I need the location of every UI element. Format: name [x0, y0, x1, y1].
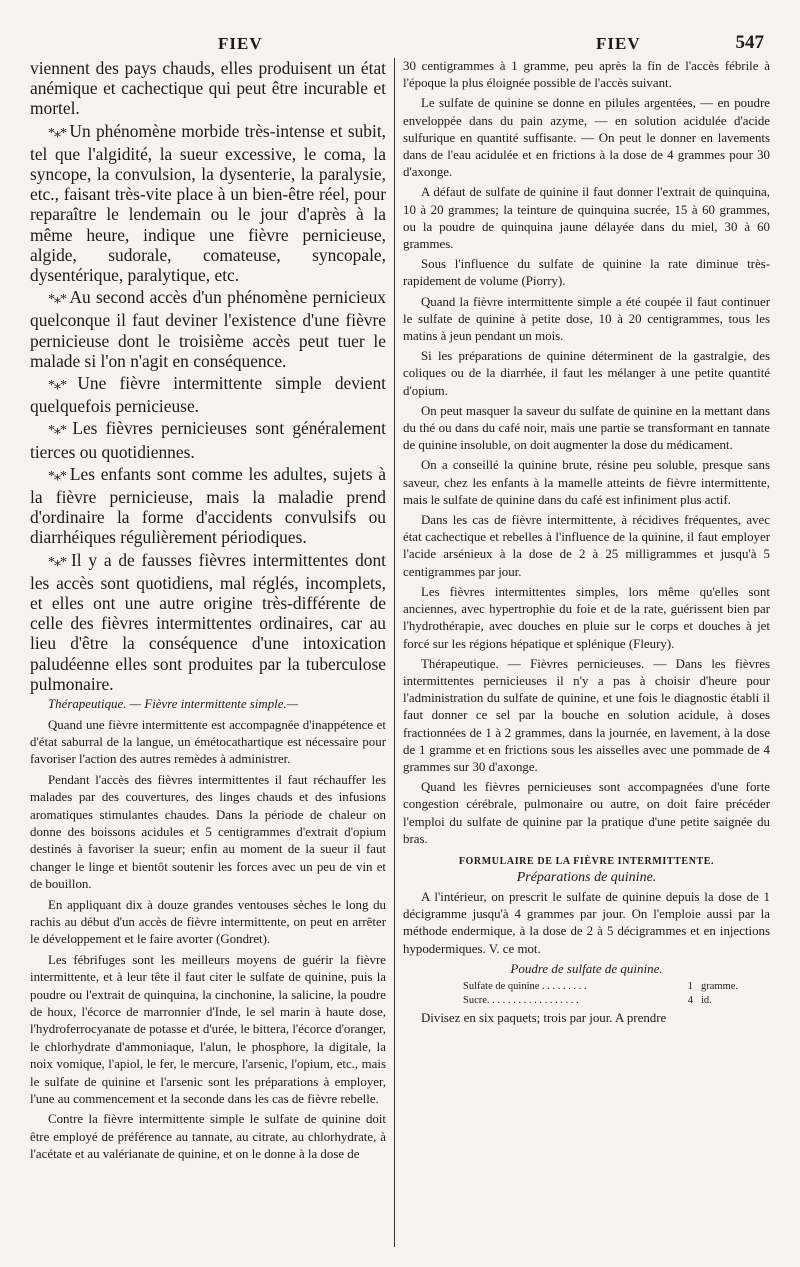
right-paragraphs	[403, 58, 770, 848]
column-divider	[394, 58, 395, 1247]
paragraph	[30, 287, 386, 371]
paragraph-text: Les fièvres pernicieuses sont généralement tierces ou quotidiennes.	[30, 418, 386, 462]
right-column	[403, 58, 770, 1247]
paragraph	[30, 58, 386, 119]
paragraph: Dans les cas de fièvre intermittente, à récidives fréquentes, avec état cachectique et rebelles à l'influence de la quinine, il faut employer l'acide arsénieux à la dose de 2 à 25 milligrammes et jusqu'à 5 centigrammes par jour.	[403, 513, 770, 579]
formula-name: Sucre. . . . . . . . . . . . . . . . . .	[463, 994, 579, 1006]
page-number: 547	[735, 32, 764, 53]
formula-table	[463, 980, 770, 1008]
paragraph: En appliquant dix à douze grandes ventouses sèches le long du rachis au début d'un accès de fièvre intermittente, on peut en arrêter le développement et le faire avorter (Gondret).	[30, 897, 386, 947]
paragraph-text: Les enfants sont comme les adultes, sujets à la fièvre pernicieuse, mais la maladie prend d'ordinaire la forme d'accidents convulsifs ou diarrhéiques régulièrement périodiques.	[30, 463, 386, 548]
last-line: Divisez en six paquets; trois par jour. A prendre	[421, 1010, 667, 1025]
preparations-title: Préparations de quinine.	[516, 869, 657, 885]
asterism-mark: *⁎*	[48, 378, 78, 394]
paragraph-text: Au second accès d'un phénomène pernicieux quelconque il faut deviner l'existence d'une fièvre pernicieuse dont le troisième accès peut tuer le malade si l'on n'agit en conséquence.	[30, 287, 386, 371]
paragraph-text: Une fièvre intermittente simple devient quelquefois pernicieuse.	[30, 373, 386, 417]
formula-row	[463, 994, 770, 1008]
asterism-mark: *⁎*	[48, 125, 70, 141]
formula-name: Sulfate de quinine . . . . . . . . .	[463, 980, 587, 992]
therapeutics-heading	[30, 696, 386, 713]
paragraph: Quand une fièvre intermittente est accompagnée d'inappétence et d'état saburral de la langue, un émétocathartique est nécessaire pour favoriser l'action des autres remèdes à administrer.	[30, 717, 386, 767]
paragraph	[30, 373, 386, 416]
paragraph: 30 centigrammes à 1 gramme, peu après la fin de l'accès fébrile à l'époque la plus éloignée possible de l'accès suivant.	[403, 59, 770, 91]
text-columns	[30, 58, 770, 1247]
formula-qty: 4	[687, 994, 693, 1006]
asterism-mark: *⁎*	[48, 423, 73, 439]
paragraph: A défaut de sulfate de quinine il faut donner l'extrait de quinquina, 10 à 20 grammes; la teinture de quinquina sucrée, 15 à 60 grammes, ou la poudre de quinquina jaune délayée dans du miel, 30 à 60 grammes.	[403, 185, 770, 252]
left-column	[30, 58, 386, 1247]
formula-qty: 1	[687, 980, 693, 992]
large-type-section	[30, 58, 386, 694]
paragraph: Quand la fièvre intermittente simple a été coupée il faut continuer le sulfate de quinine à petite dose, 10 à 20 centigrammes, tous les matins à jeun pendant un mois.	[403, 294, 770, 344]
paragraph: Quand les fièvres pernicieuses sont accompagnées d'une forte congestion cérébrale, pulmonaire ou autre, on doit faire précéder l'emploi du sulfate de quinine par la pratique d'une petite saignée du bras.	[403, 780, 770, 846]
paragraph-text: Il y a de fausses fièvres intermittentes dont les accès sont quotidiens, mal réglés, incomplets, et elles ont une autre origine très-différente de celle des fièvres intermittentes ordinaires, car au lieu d'être la conséquence d'une intoxication paludéenne elles sont produites par la tuberculose pulmonaire.	[30, 549, 386, 694]
paragraph	[30, 550, 386, 694]
asterism-mark: *⁎*	[48, 468, 70, 484]
paragraph: Le sulfate de quinine se donne en pilules argentées, — en poudre enveloppée dans du pain azyme, — en solution acidulée d'acide sulfurique en quantité suffisante. — On peut le donner en lavements dans de l'eau acidulée et en frictions à la dose de 4 grammes pour 30 d'axonge.	[403, 96, 770, 180]
paragraph-text: Un phénomène morbide très-intense et subit, tel que l'algidité, la sueur excessive, le coma, la syncope, la convulsion, la dysenterie, la paralysie, etc., faisant très-vite place à un bien-être réel, pour reparaître le lendemain ou le jour d'après à la même heure, indique une fièvre pernicieuse, algide, sudorale, comateuse, syncopale, dysentérique, paralytique, etc.	[30, 120, 386, 286]
formula-unit: gramme.	[701, 980, 739, 992]
running-head-left: FIEV	[218, 34, 263, 53]
paragraph: Les fièvres intermittentes simples, lors même qu'elles sont anciennes, avec hypertrophie du foie et de la rate, guérissent bien par l'hydrothérapie, avec douches en pluie sur le corps et douches à jet forcé sur les régions hépatique et splénique (Fleury).	[403, 584, 770, 651]
paragraph	[30, 464, 386, 548]
paragraph: Thérapeutique. — Fièvres pernicieuses. — Dans les fièvres intermittentes pernicieuses il n'y a pas à choisir d'heure pour l'administration du sulfate de quinine, et une fois le diagnostic établi il faut donner ce sel par la bouche en solution acidule, à doses fractionnées de 1 à 2 grammes, dans la journée, en lavement, à la dose de 1 gramme et en frictions sous les aisselles avec une pommade de 4 grammes sur 30 d'axonge.	[403, 656, 770, 774]
formula-title: Poudre de sulfate de quinine.	[510, 960, 663, 976]
formula-unit: id.	[701, 994, 712, 1006]
small-type-section	[30, 696, 386, 1164]
paragraph: On a conseillé la quinine brute, résine peu soluble, presque sans saveur, chez les enfants à la mamelle atteints de fièvre intermittente, mais le sulfate de quinine dans du café est infiniment plus actif.	[403, 458, 770, 507]
running-head-right: FIEV	[596, 34, 641, 53]
paragraph	[30, 418, 386, 461]
paragraph: Contre la fièvre intermittente simple le sulfate de quinine doit être employé de préférence au tannate, au citrate, au chlorhydrate, à l'acétate et au valérianate de quinine, et on le donne à la dose de	[30, 1112, 386, 1162]
therapeutics-label: Thérapeutique. — Fièvre intermittente simple.—	[48, 697, 299, 712]
paragraph: On peut masquer la saveur du sulfate de quinine en la mettant dans du thé ou dans du café noir, mais une partie se transformant en tannate de quinine insoluble, on doit augmenter la dose du médicament.	[403, 403, 770, 453]
paragraph: Sous l'influence du sulfate de quinine la rate diminue très-rapidement de volume (Piorry).	[403, 257, 770, 289]
asterism-mark: *⁎*	[48, 554, 71, 570]
asterism-mark: *⁎*	[48, 292, 70, 308]
paragraph: Pendant l'accès des fièvres intermittentes il faut réchauffer les malades par des couvertures, des linges chauds et des infusions aromatiques stimulantes chaudes. Dans la période de chaleur on donne des boissons acidules et 5 centigrammes d'extrait d'opium destinés à favoriser la sueur; enfin au moment de la sueur il faut changer le linge et bientôt soutenir les forces avec un peu de vin et de bouillon.	[30, 772, 386, 892]
paragraph: Les fébrifuges sont les meilleurs moyens de guérir la fièvre intermittente, et à leur tête il faut citer le sulfate de quinine, puis la poudre ou l'extrait de quinquina, la cinchonine, la salicine, la poudre de houx, l'écorce de marronnier d'Inde, le sel marin à haute dose, l'hydroferrocyanate de potasse et d'urée, le bittera, l'écorce d'oranger, le chlorhydrate d'ammoniaque, l'alun, le phosphore, la digitale, la noix vomique, l'apiol, le fer, le mercure, l'arsenic, l'opium, etc., mais le sulfate de quinine et l'arsenic sont les préparations à employer, l'une au commencement et la seconde dans les cas de fièvre rebelle.	[30, 952, 386, 1107]
preparations-paragraph: A l'intérieur, on prescrit le sulfate de quinine depuis la dose de 1 décigramme jusqu'à 4 grammes par jour. On l'emploie aussi par la méthode endermique, à la dose de 2 à 5 décigrammes et en injections hypodermiques. V. ce mot.	[403, 889, 770, 956]
paragraph	[30, 121, 386, 286]
formula-row	[463, 980, 770, 994]
paragraph: Si les préparations de quinine déterminent de la gastralgie, des coliques ou de la diarrhée, il faut les mélanger à une petite quantité d'opium.	[403, 349, 770, 398]
paragraph-text: viennent des pays chauds, elles produisent un état anémique et cachectique qui peut être incurable et mortel.	[30, 58, 386, 119]
page-header	[30, 28, 770, 52]
formulary-title: FORMULAIRE DE LA FIÈVRE INTERMITTENTE.	[458, 855, 715, 867]
